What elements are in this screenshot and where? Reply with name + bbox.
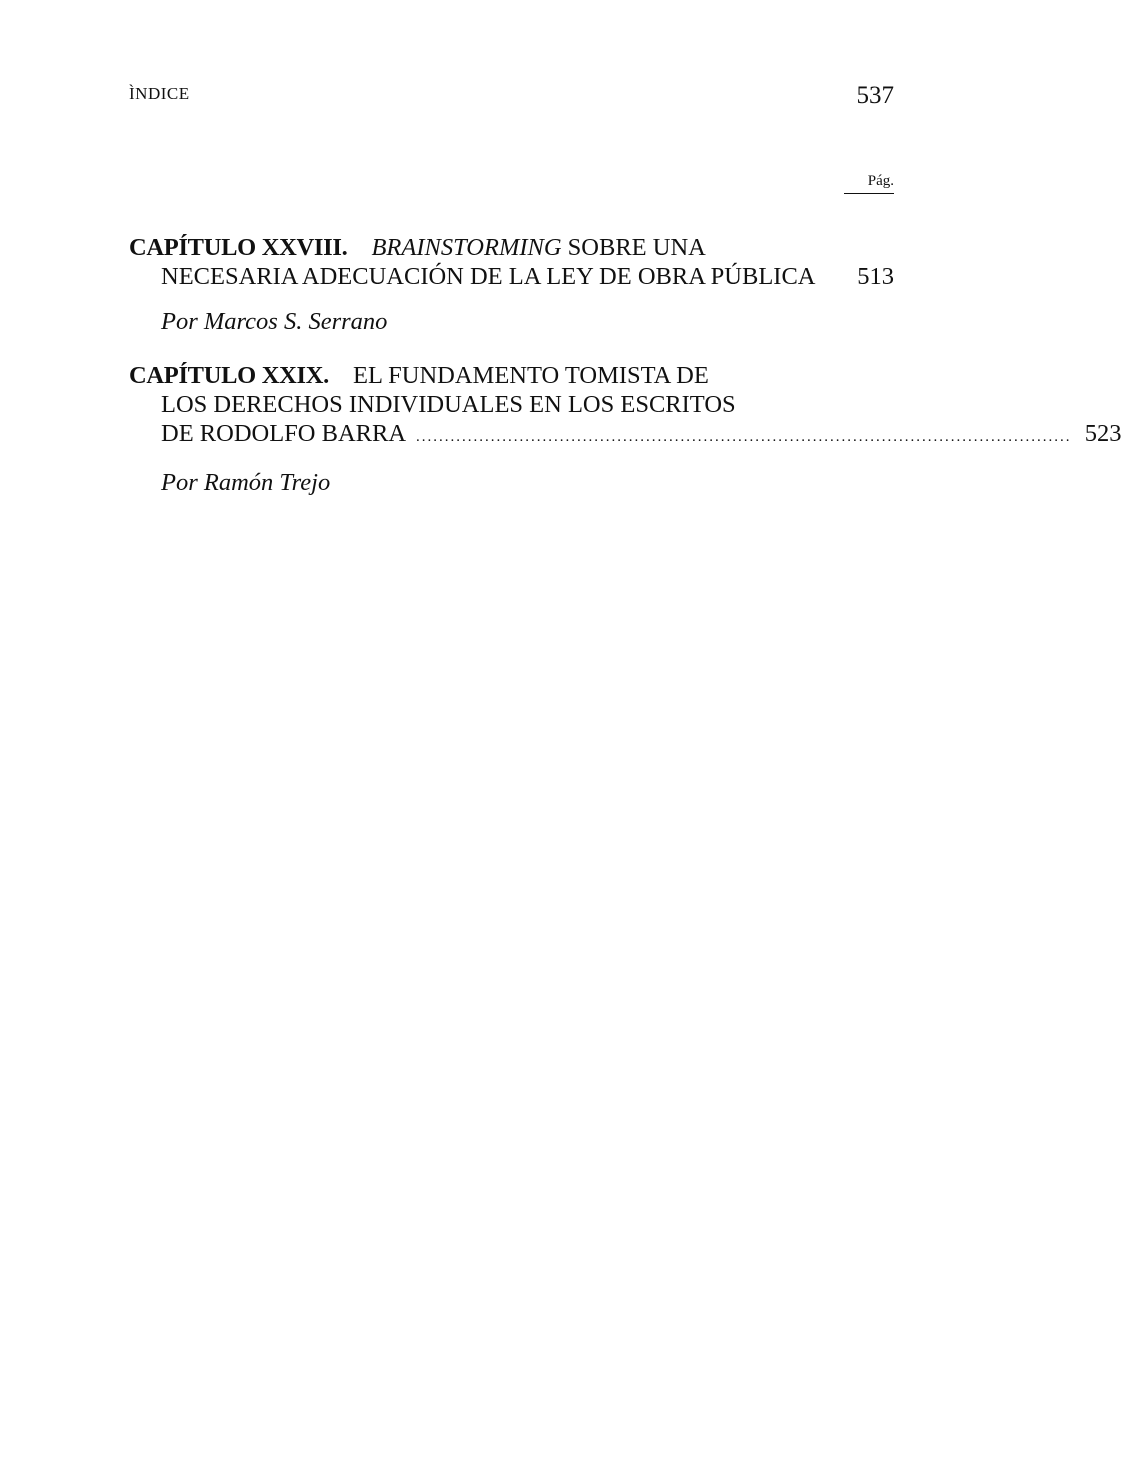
chapter-title-part: DE RODOLFO BARRA bbox=[161, 420, 407, 447]
chapter-title-italic: BRAINSTORMING bbox=[371, 234, 562, 261]
entry-author: Por Ramón Trejo bbox=[161, 469, 331, 496]
toc-entry-chapter-29[interactable] bbox=[129, 361, 1122, 497]
toc-entry-chapter-28[interactable] bbox=[129, 233, 894, 336]
page-column-label: Pág. bbox=[844, 173, 894, 194]
chapter-title-part: SOBRE UNA bbox=[561, 234, 706, 261]
toc-entry-line-1 bbox=[129, 233, 894, 262]
chapter-title-part: EL FUNDAMENTO TOMISTA DE bbox=[352, 362, 709, 389]
toc-entry-line-2 bbox=[129, 262, 894, 291]
page-number: 537 bbox=[856, 82, 894, 109]
entry-author: Por Marcos S. Serrano bbox=[161, 308, 388, 335]
toc-entry-line-1 bbox=[129, 361, 894, 390]
chapter-label: CAPÍTULO XXVIII. bbox=[129, 234, 348, 261]
toc-entry-line-2 bbox=[129, 390, 894, 419]
entry-page-number: 523 bbox=[1084, 420, 1122, 447]
toc-entry-line-3 bbox=[129, 419, 1122, 452]
running-head: ÌNDICE bbox=[129, 84, 190, 103]
dot-leader: .................................................................................................................. bbox=[416, 429, 1072, 445]
entry-page-number: 513 bbox=[857, 263, 894, 290]
chapter-title-part: LOS DERECHOS INDIVIDUALES EN LOS ESCRITOS bbox=[161, 391, 736, 418]
chapter-label: CAPÍTULO XXIX. bbox=[129, 362, 329, 389]
chapter-title-part: NECESARIA ADECUACIÓN DE LA LEY DE OBRA PÚBLICA bbox=[161, 263, 816, 290]
